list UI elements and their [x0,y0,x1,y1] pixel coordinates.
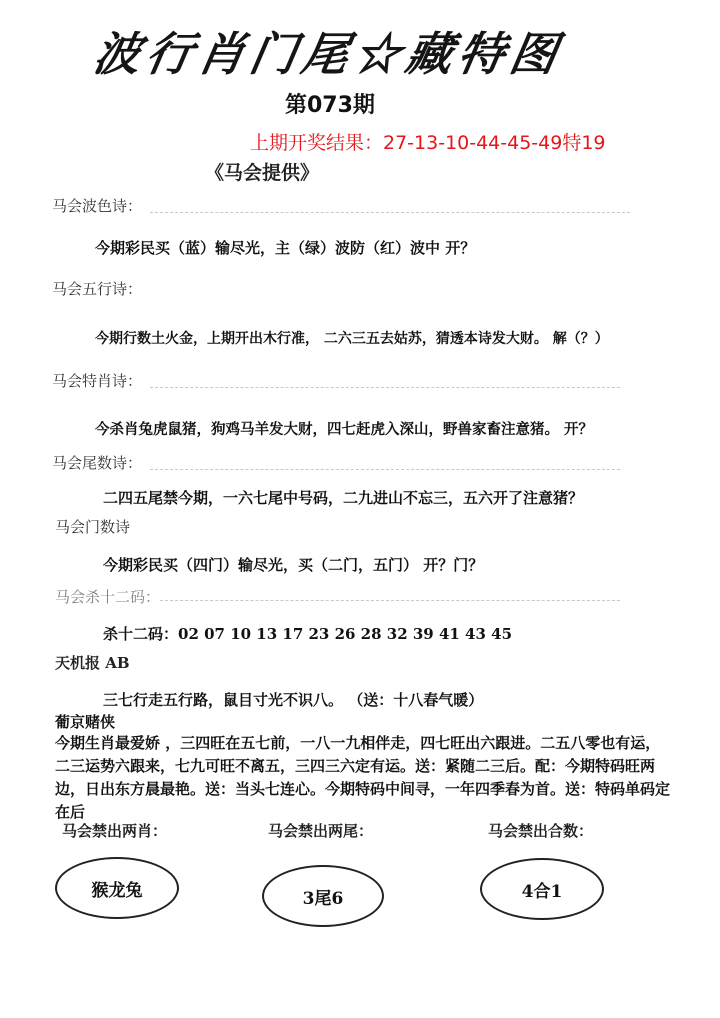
section-label-element-poem: 马会五行诗： [52,280,143,298]
section-text-element-poem: 今期行数土火金，上期开出木行准， 二六三五去姑苏，猜透本诗发大财。 解（？） [95,331,609,347]
section-label-tianji: 天机报 AB [55,654,130,672]
divider [150,469,620,470]
section-label-tail-poem: 马会尾数诗： [52,454,143,472]
ban-label-zodiac: 马会禁出两肖： [62,822,168,840]
issue-number: 第073期 [285,93,375,118]
section-label-zodiac-poem: 马会特肖诗： [52,372,143,390]
ban-oval-tail [262,865,384,927]
section-text-tail-poem: 二四五尾禁今期，一六七尾中号码，二九进山不忘三，五六开了注意猪？ [103,489,584,507]
ban-oval-zodiac [55,857,179,919]
section-label-gate-poem: 马会门数诗 [55,518,131,536]
divider [150,212,630,213]
ban-value-zodiac: 猴龙兔 [91,880,143,901]
ban-oval-sum [480,858,604,920]
ban-value-sum: 4合1 [521,881,563,902]
last-draw-result: 上期开奖结果：27-13-10-44-45-49特19 [250,132,606,154]
provider-line: 《马会提供》 [205,162,320,184]
ban-value-tail: 3尾6 [302,888,344,909]
section-label-color-poem: 马会波色诗： [52,197,143,215]
section-label-kill-numbers: 马会杀十二码： [55,588,161,606]
extra-paragraph: 今期生肖最爱娇 ，三四旺在五七前，一八一九相伴走，四七旺出六跟进。二五八零也有运，二三运势六跟来，七九可旺不离五，三四三六定有运。送：紧随二三后。配：今期特码旺两边，日出东方晨最艳。送：当头七连心。今期特码中间寻，一年四季春为首。送：特码单码定在后 [55,734,671,821]
divider [150,387,620,388]
ban-label-tail: 马会禁出两尾： [268,822,374,840]
section-text-kill-numbers: 杀十二码：02 07 10 13 17 23 26 28 32 39 41 43 45 [103,625,513,643]
page-title: 波行肖门尾☆藏特图 [89,27,568,81]
section-text-color-poem: 今期彩民买（蓝）输尽光，主（绿）波防（红）波中 开？ [95,239,476,257]
ban-label-sum: 马会禁出合数： [488,822,594,840]
extra-heading: 葡京赌侠 [55,713,116,731]
section-text-gate-poem: 今期彩民买（四门）输尽光，买（二门，五门） 开？门？ [103,556,484,574]
divider [160,600,620,601]
section-text-tianji: 三七行走五行路，鼠目寸光不识八。 （送：十八春气暖） [103,691,484,709]
section-text-zodiac-poem: 今杀肖兔虎鼠猪，狗鸡马羊发大财，四七赶虎入深山，野兽家畜注意猪。 开？ [95,421,594,438]
